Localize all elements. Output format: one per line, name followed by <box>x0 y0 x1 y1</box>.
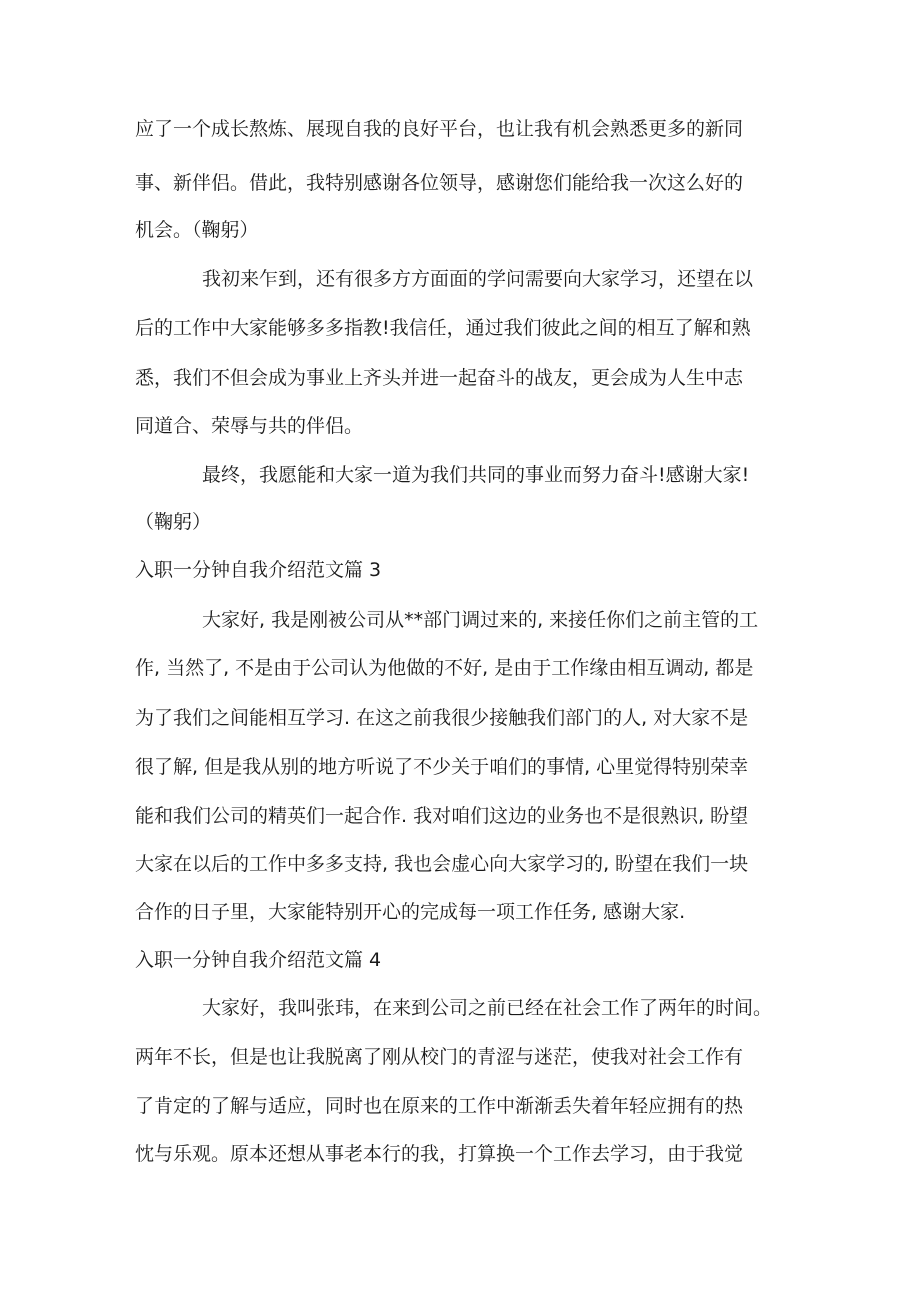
text-line: 应了一个成长熬炼、展现自我的良好平台，也让我有机会熟悉更多的新同 <box>135 118 744 140</box>
text-line: 大家好, 我是刚被公司从**部门调过来的, 来接任你们之前主管的工 <box>202 609 759 631</box>
text-line: 同道合、荣辱与共的伴侣。 <box>135 415 364 437</box>
text-line: 机会。（鞠躬） <box>135 219 259 241</box>
text-line: （鞠躬） <box>135 511 212 533</box>
text-line: 为了我们之间能相互学习. 在这之前我很少接触我们部门的人, 对大家不是 <box>135 707 749 729</box>
section-heading: 入职一分钟自我介绍范文篇 4 <box>135 949 382 971</box>
text-line: 悉，我们不但会成为事业上齐头并进一起奋斗的战友，更会成为人生中志 <box>135 367 744 389</box>
text-line: 忱与乐观。原本还想从事老本行的我，打算换一个工作去学习，由于我觉 <box>135 1143 744 1165</box>
text-line: 后的工作中大家能够多多指教!我信任，通过我们彼此之间的相互了解和熟 <box>135 317 751 339</box>
text-line: 很了解, 但是我从别的地方听说了不少关于咱们的事情, 心里觉得特别荣幸 <box>135 756 749 778</box>
text-line: 我初来乍到，还有很多方方面面的学问需要向大家学习，还望在以 <box>202 268 754 290</box>
section-heading: 入职一分钟自我介绍范文篇 3 <box>135 559 382 581</box>
text-line: 最终，我愿能和大家一道为我们共同的事业而努力奋斗!感谢大家! <box>202 464 750 486</box>
text-line: 了肯定的了解与适应，同时也在原来的工作中渐渐丢失着年轻应拥有的热 <box>135 1095 744 1117</box>
text-line: 合作的日子里，大家能特别开心的完成每一项工作任务, 感谢大家. <box>135 901 686 923</box>
text-line: 两年不长，但是也让我脱离了刚从校门的青涩与迷茫，使我对社会工作有 <box>135 1046 744 1068</box>
text-line: 大家好，我叫张玮，在来到公司之前已经在社会工作了两年的时间。 <box>202 997 773 1019</box>
text-line: 能和我们公司的精英们一起合作. 我对咱们这边的业务也不是很熟识, 盼望 <box>135 805 749 827</box>
text-line: 作, 当然了, 不是由于公司认为他做的不好, 是由于工作缘由相互调动, 都是 <box>135 657 754 679</box>
text-line: 大家在以后的工作中多多支持, 我也会虚心向大家学习的, 盼望在我们一块 <box>135 853 749 875</box>
text-line: 事、新伴侣。借此，我特别感谢各位领导，感谢您们能给我一次这么好的 <box>135 172 744 194</box>
